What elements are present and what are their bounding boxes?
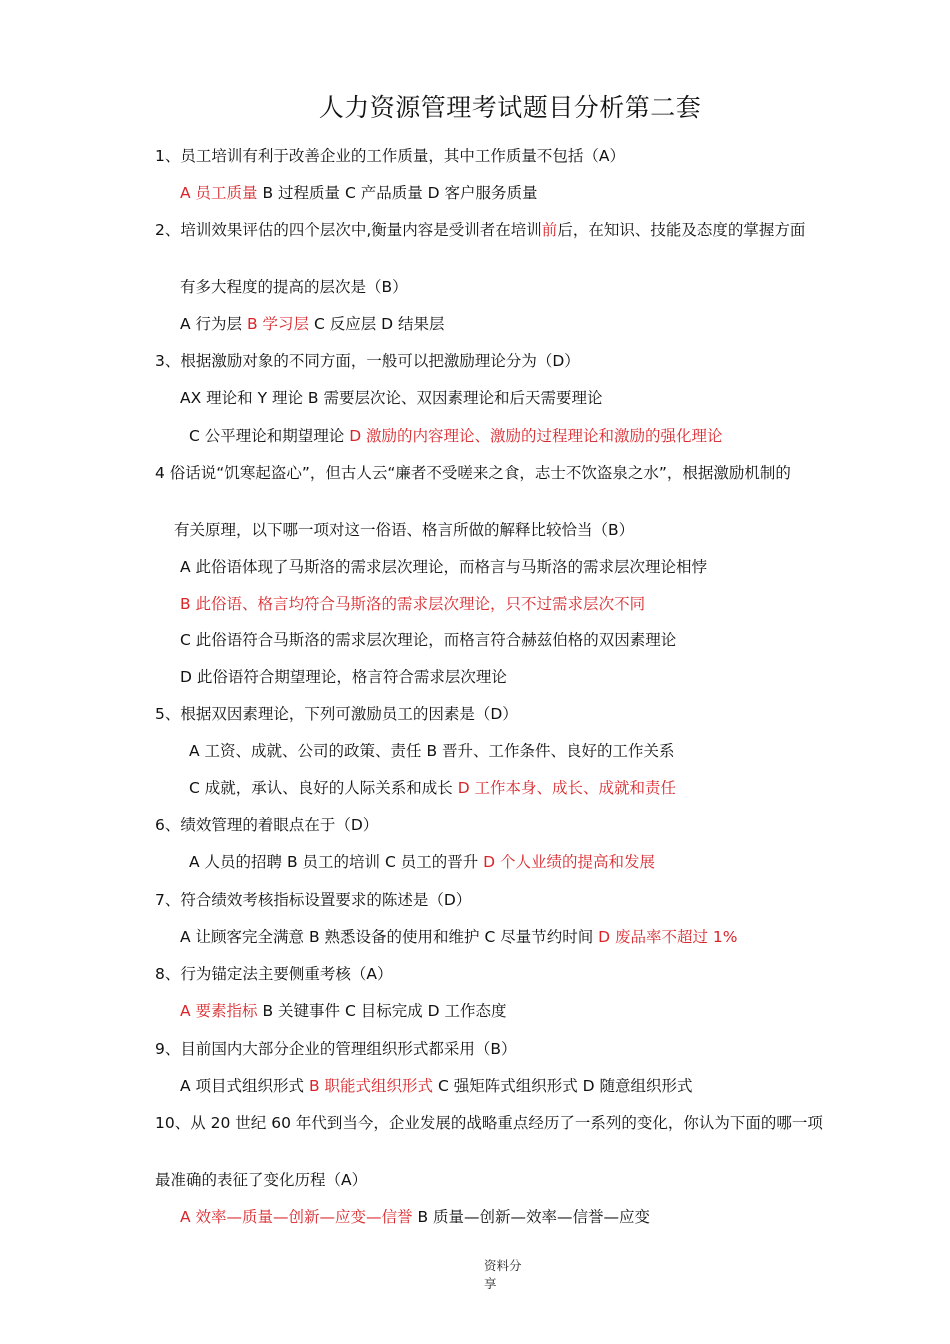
question-3-options-line1: AX 理论和 Y 理论 B 需要层次论、双因素理论和后天需要理论: [180, 389, 603, 407]
question-7-other-options: A 让顾客完全满意 B 熟悉设备的使用和维护 C 尽量节约时间: [180, 928, 599, 946]
question-2-other-options: C 反应层 D 结果层: [309, 315, 445, 333]
question-10-options: [180, 1207, 650, 1228]
question-2-option-a: A 行为层: [180, 315, 247, 333]
question-3-stem: 3、根据激励对象的不同方面，一般可以把激励理论分为（D）: [155, 352, 580, 370]
question-8-options: [180, 1001, 507, 1022]
question-5-options-line1: A 工资、成就、公司的政策、责任 B 晋升、工作条件、良好的工作关系: [189, 742, 675, 760]
question-3-answer: D 激励的内容理论、激励的过程理论和激励的强化理论: [349, 427, 723, 445]
question-1-answer: A 员工质量: [180, 184, 258, 202]
question-2-stem-cont: 有多大程度的提高的层次是（B）: [180, 278, 408, 296]
question-9-answer: B 职能式组织形式: [308, 1077, 434, 1095]
question-5-stem: 5、根据双因素理论，下列可激励员工的因素是（D）: [155, 705, 518, 723]
question-2-stem-highlight: 前: [541, 221, 558, 239]
question-9-other-options: C 强矩阵式组织形式 D 随意组织形式: [433, 1077, 693, 1095]
question-5-option-c: C 成就，承认、良好的人际关系和成长: [189, 779, 458, 797]
question-2-stem: [155, 220, 855, 241]
question-6-answer: D 个人业绩的提高和发展: [483, 853, 655, 871]
question-5-options-line2: [189, 778, 676, 799]
question-9-stem: 9、目前国内大部分企业的管理组织形式都采用（B）: [155, 1040, 517, 1058]
question-9-option-a: A 项目式组织形式: [180, 1077, 309, 1095]
question-6-other-options: A 人员的招聘 B 员工的培训 C 员工的晋升: [189, 853, 484, 871]
question-8-stem: 8、行为锚定法主要侧重考核（A）: [155, 965, 393, 983]
question-10-other-options: B 质量—创新—效率—信誉—应变: [412, 1208, 651, 1226]
question-8-answer: A 要素指标: [180, 1002, 258, 1020]
question-4-option-d: D 此俗语符合期望理论，格言符合需求层次理论: [180, 668, 507, 686]
question-3-option-c: C 公平理论和期望理论: [189, 427, 350, 445]
question-8-other-options: B 关键事件 C 目标完成 D 工作态度: [257, 1002, 507, 1020]
question-10-stem-cont: 最准确的表征了变化历程（A）: [155, 1171, 368, 1189]
question-2-answer: B 学习层: [246, 315, 310, 333]
question-3-options-line2: [189, 426, 723, 447]
question-4-stem: 4 俗话说“饥寒起盗心”，但古人云“廉者不受嗟来之食，志士不饮盗泉之水”，根据激励机制的: [155, 464, 791, 482]
question-5-answer: D 工作本身、成长、成就和责任: [457, 779, 677, 797]
question-7-stem: 7、符合绩效考核指标设置要求的陈述是（D）: [155, 891, 472, 909]
question-6-options: [189, 852, 655, 873]
question-7-options: [180, 927, 738, 948]
question-2-stem-part-b: 后，在知识、技能及态度的掌握方面: [557, 221, 806, 239]
question-4-answer: B 此俗语、格言均符合马斯洛的需求层次理论，只不过需求层次不同: [180, 595, 646, 613]
question-1-stem: 1、员工培训有利于改善企业的工作质量，其中工作质量不包括（A）: [155, 147, 625, 165]
question-2-stem-part-a: 2、培训效果评估的四个层次中,衡量内容是受训者在培训: [155, 221, 542, 239]
question-10-stem: 10、从 20 世纪 60 年代到当今，企业发展的战略重点经历了一系列的变化，你认为下面的哪一项: [155, 1114, 823, 1132]
question-7-answer: D 废品率不超过 1%: [598, 928, 738, 946]
question-10-answer: A 效率—质量—创新—应变—信誉: [180, 1208, 413, 1226]
question-1-other-options: B 过程质量 C 产品质量 D 客户服务质量: [262, 184, 538, 202]
footer-text: 资料分享: [484, 1258, 522, 1291]
question-4-stem-cont: 有关原理，以下哪一项对这一俗语、格言所做的解释比较恰当（B）: [174, 521, 635, 539]
question-4-option-c: C 此俗语符合马斯洛的需求层次理论，而格言符合赫兹伯格的双因素理论: [180, 631, 677, 649]
question-4-option-a: A 此俗语体现了马斯洛的需求层次理论，而格言与马斯洛的需求层次理论相悖: [180, 558, 708, 576]
question-1-options: [180, 183, 538, 204]
question-2-options: [180, 314, 445, 335]
document-title: 人力资源管理考试题目分析第二套: [318, 93, 702, 122]
question-9-options: [180, 1076, 693, 1097]
question-6-stem: 6、绩效管理的着眼点在于（D）: [155, 816, 379, 834]
